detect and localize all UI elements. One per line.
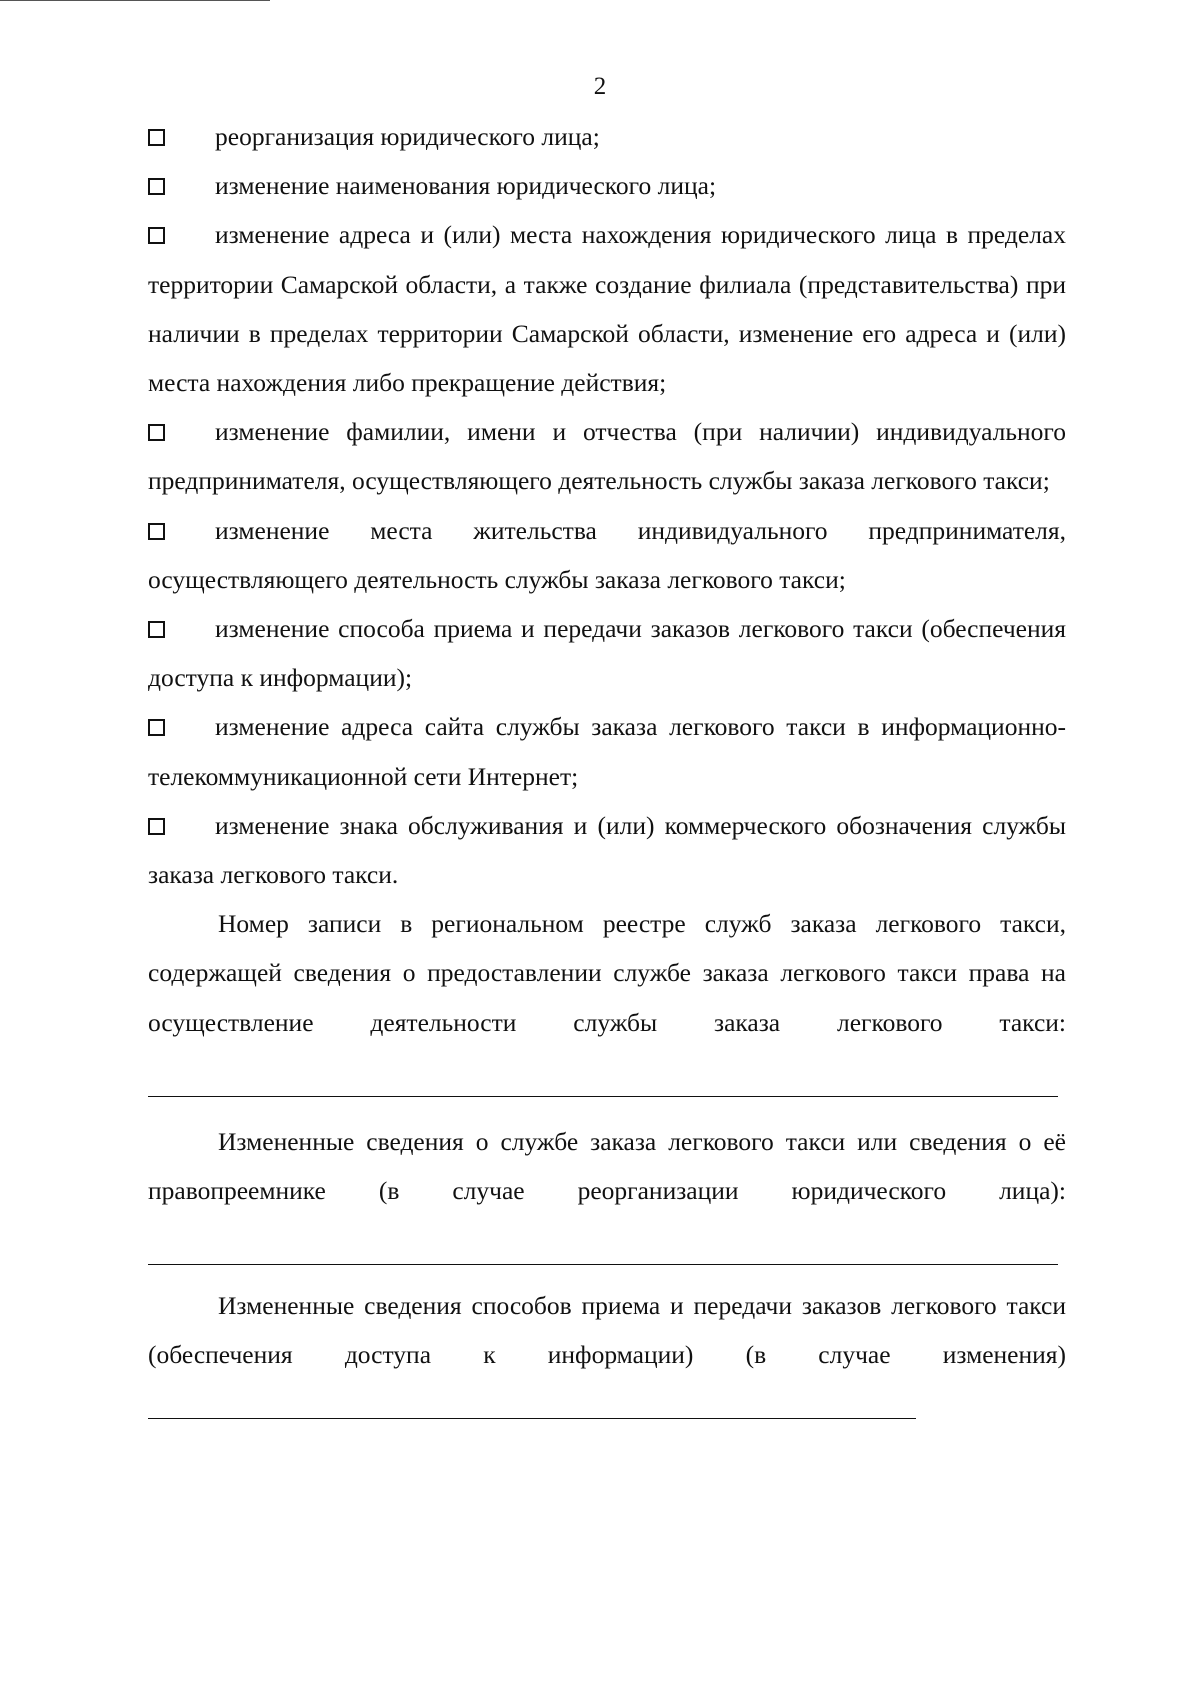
checklist-item-text: реорганизация юридического лица;	[215, 122, 600, 151]
checkbox-icon[interactable]	[148, 719, 165, 736]
checklist-item-text: изменение фамилии, имени и отчества (при наличии) индивидуального предпринимателя, осуществляющего деятельность службы заказа легкового такси;	[148, 417, 1066, 496]
checklist-item-text: изменение места жительства индивидуального предпринимателя, осуществляющего деятельность службы заказа легкового такси;	[148, 515, 1066, 594]
checklist-item-order-method-change	[148, 604, 1066, 702]
checklist-item-text: изменение адреса сайта службы заказа легкового такси в информационно-телекоммуникационной сети Интернет;	[148, 712, 1066, 791]
scan-edge-line	[0, 0, 270, 1]
changed-info-field[interactable]	[148, 1215, 1058, 1265]
checklist-item-name-change	[148, 161, 1066, 210]
checkbox-icon[interactable]	[148, 178, 165, 195]
document-body	[148, 112, 1066, 1429]
checkbox-icon[interactable]	[148, 227, 165, 244]
changed-methods-paragraph	[148, 1281, 1066, 1429]
checklist-item-text: изменение способа приема и передачи заказов легкового такси (обеспечения доступа к информации);	[148, 614, 1066, 693]
checkbox-icon[interactable]	[148, 621, 165, 638]
checklist-item-reorganization	[148, 112, 1066, 161]
checklist-item-website-change	[148, 702, 1066, 800]
changed-info-label: Измененные сведения о службе заказа легкового такси или сведения о её правопреемнике (в случае реорганизации юридического лица):	[148, 1126, 1066, 1206]
registry-number-label: Номер записи в региональном реестре служб заказа легкового такси, содержащей сведения о предоставлении службе заказа легкового такси права на осуществление деятельности службы заказа легкового такси:	[148, 909, 1066, 1037]
checklist-item-text: изменение наименования юридического лица;	[215, 171, 717, 201]
checkbox-icon[interactable]	[148, 424, 165, 441]
checklist-item-residence-change	[148, 506, 1066, 604]
page-number: 2	[593, 73, 607, 100]
checklist-item-fio-change	[148, 407, 1066, 505]
checkbox-icon[interactable]	[148, 818, 165, 835]
changed-methods-label: Измененные сведения способов приема и передачи заказов легкового такси (обеспечения доступа к информации) (в случае изменения)	[148, 1291, 1066, 1370]
checklist-item-address-change	[148, 210, 1066, 407]
changed-methods-field[interactable]	[148, 1392, 916, 1419]
checklist-item-text: изменение знака обслуживания и (или) коммерческого обозначения службы заказа легкового такси.	[148, 810, 1066, 890]
checklist-item-text: изменение адреса и (или) места нахождения юридического лица в пределах территории Самарской области, а также создание филиала (представительства) при наличии в пределах территории Самарской области, изменение его адреса и (или) места нахождения либо прекращение действия;	[148, 220, 1066, 398]
checkbox-icon[interactable]	[148, 523, 165, 540]
checkbox-icon[interactable]	[148, 129, 165, 146]
registry-number-field[interactable]	[148, 1047, 1058, 1097]
checklist-item-trademark-change	[148, 801, 1066, 899]
